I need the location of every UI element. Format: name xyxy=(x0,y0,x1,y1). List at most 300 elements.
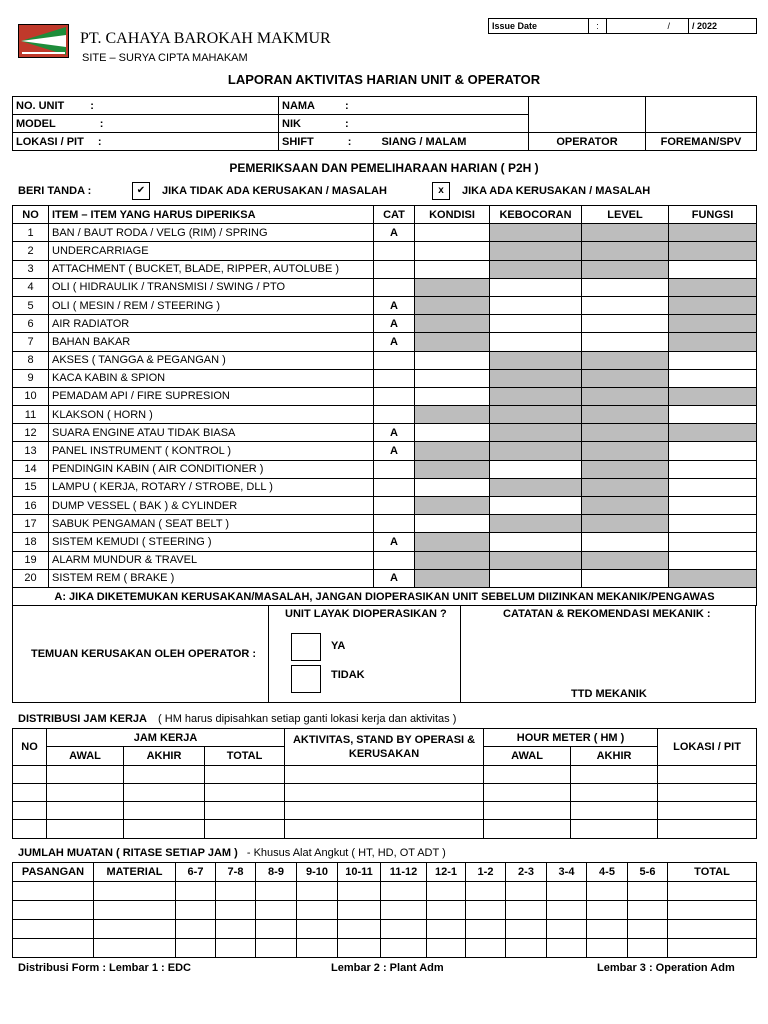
issue-date-year[interactable]: / 2022 xyxy=(689,19,757,34)
fungsi-cell xyxy=(669,224,757,242)
checklist-row xyxy=(13,333,757,351)
distribusi-cell[interactable] xyxy=(658,783,757,801)
level-cell xyxy=(582,387,669,405)
kebocoran-cell xyxy=(490,424,582,442)
item-number: 9 xyxy=(13,369,49,387)
muatan-cell[interactable] xyxy=(216,882,256,901)
muatan-header: 1-2 xyxy=(466,863,506,882)
item-number: 4 xyxy=(13,278,49,296)
kebocoran-cell[interactable] xyxy=(490,533,582,551)
muatan-note: - Khusus Alat Angkut ( HT, HD, OT ADT ) xyxy=(246,847,446,859)
muatan-header: 8-9 xyxy=(256,863,297,882)
kondisi-cell xyxy=(415,406,490,424)
fungsi-cell[interactable] xyxy=(669,478,757,496)
item-number: 14 xyxy=(13,460,49,478)
kebocoran-cell xyxy=(490,224,582,242)
muatan-cell[interactable] xyxy=(547,939,587,958)
checklist-header-row xyxy=(13,206,757,224)
item-number: 11 xyxy=(13,406,49,424)
jam-awal-header: AWAL xyxy=(47,747,124,765)
checklist-header: CAT xyxy=(374,206,415,224)
muatan-cell[interactable] xyxy=(506,920,547,939)
fungsi-cell[interactable] xyxy=(669,351,757,369)
item-category: A xyxy=(374,224,415,242)
level-cell xyxy=(582,424,669,442)
kebocoran-cell xyxy=(490,478,582,496)
hm-awal-header: AWAL xyxy=(484,747,571,765)
muatan-cell[interactable] xyxy=(13,882,94,901)
checklist-row xyxy=(13,551,757,569)
report-title: LAPORAN AKTIVITAS HARIAN UNIT & OPERATOR xyxy=(227,72,541,87)
muatan-cell[interactable] xyxy=(381,939,427,958)
distribusi-cell[interactable] xyxy=(658,820,757,838)
level-cell xyxy=(582,515,669,533)
kebocoran-cell[interactable] xyxy=(490,296,582,314)
distribusi-title: DISTRIBUSI JAM KERJA xyxy=(18,713,147,725)
item-name: BAHAN BAKAR xyxy=(49,333,374,351)
kebocoran-cell xyxy=(490,406,582,424)
checklist-row xyxy=(13,296,757,314)
muatan-header: 7-8 xyxy=(216,863,256,882)
tidak-label: TIDAK xyxy=(331,669,365,681)
muatan-cell[interactable] xyxy=(256,882,297,901)
distribusi-table xyxy=(12,728,757,839)
distribusi-cell[interactable] xyxy=(571,765,658,783)
item-name: ATTACHMENT ( BUCKET, BLADE, RIPPER, AUTOLUBE ) xyxy=(49,260,374,278)
muatan-header: 4-5 xyxy=(587,863,628,882)
muatan-cell[interactable] xyxy=(628,939,668,958)
muatan-cell[interactable] xyxy=(547,901,587,920)
level-cell[interactable] xyxy=(582,315,669,333)
distribusi-cell[interactable] xyxy=(658,802,757,820)
muatan-cell[interactable] xyxy=(427,920,466,939)
distribusi-cell[interactable] xyxy=(205,802,285,820)
fungsi-cell[interactable] xyxy=(669,551,757,569)
kondisi-cell[interactable] xyxy=(415,387,490,405)
item-number: 19 xyxy=(13,551,49,569)
muatan-header: 9-10 xyxy=(297,863,338,882)
muatan-cell[interactable] xyxy=(297,920,338,939)
fungsi-cell xyxy=(669,315,757,333)
distribusi-cell[interactable] xyxy=(484,765,571,783)
lokasi-pit-header: LOKASI / PIT xyxy=(658,729,757,766)
kondisi-cell[interactable] xyxy=(415,242,490,260)
fungsi-cell[interactable] xyxy=(669,515,757,533)
fungsi-cell[interactable] xyxy=(669,260,757,278)
aktivitas-header: AKTIVITAS, STAND BY OPERASI & KERUSAKAN xyxy=(285,729,484,766)
level-cell[interactable] xyxy=(582,533,669,551)
item-category xyxy=(374,497,415,515)
muatan-cell[interactable] xyxy=(297,939,338,958)
muatan-cell[interactable] xyxy=(94,882,176,901)
muatan-row xyxy=(13,901,757,920)
kebocoran-cell[interactable] xyxy=(490,278,582,296)
checklist-row xyxy=(13,369,757,387)
muatan-cell[interactable] xyxy=(587,882,628,901)
muatan-cell[interactable] xyxy=(466,882,506,901)
level-cell xyxy=(582,478,669,496)
checklist-row xyxy=(13,351,757,369)
muatan-header: 2-3 xyxy=(506,863,547,882)
kebocoran-cell xyxy=(490,442,582,460)
muatan-cell[interactable] xyxy=(668,882,757,901)
catatan-label: CATATAN & REKOMENDASI MEKANIK : xyxy=(503,608,711,620)
dist-no-header: NO xyxy=(13,729,47,766)
checklist-row xyxy=(13,224,757,242)
level-cell[interactable] xyxy=(582,278,669,296)
muatan-header: 5-6 xyxy=(628,863,668,882)
kondisi-cell[interactable] xyxy=(415,424,490,442)
muatan-cell[interactable] xyxy=(176,920,216,939)
issue-date-label: Issue Date xyxy=(489,19,589,34)
checklist-row xyxy=(13,260,757,278)
kebocoran-cell[interactable] xyxy=(490,569,582,587)
distribusi-cell[interactable] xyxy=(124,765,205,783)
muatan-cell[interactable] xyxy=(547,920,587,939)
muatan-row xyxy=(13,939,757,958)
level-cell xyxy=(582,224,669,242)
distribusi-cell[interactable] xyxy=(205,765,285,783)
muatan-cell[interactable] xyxy=(381,882,427,901)
item-number: 1 xyxy=(13,224,49,242)
muatan-header: 6-7 xyxy=(176,863,216,882)
kondisi-cell[interactable] xyxy=(415,260,490,278)
checklist-header: NO xyxy=(13,206,49,224)
muatan-cell[interactable] xyxy=(628,920,668,939)
checklist-row xyxy=(13,242,757,260)
item-category: A xyxy=(374,424,415,442)
item-category xyxy=(374,387,415,405)
muatan-cell[interactable] xyxy=(13,920,94,939)
fungsi-cell[interactable] xyxy=(669,460,757,478)
muatan-cell[interactable] xyxy=(94,939,176,958)
level-cell[interactable] xyxy=(582,569,669,587)
item-name: PENDINGIN KABIN ( AIR CONDITIONER ) xyxy=(49,460,374,478)
kondisi-cell[interactable] xyxy=(415,224,490,242)
muatan-row xyxy=(13,920,757,939)
level-cell xyxy=(582,406,669,424)
kebocoran-cell[interactable] xyxy=(490,333,582,351)
fungsi-cell xyxy=(669,424,757,442)
kondisi-cell xyxy=(415,442,490,460)
muatan-cell[interactable] xyxy=(338,882,381,901)
item-number: 5 xyxy=(13,296,49,314)
muatan-cell[interactable] xyxy=(506,882,547,901)
muatan-cell[interactable] xyxy=(506,939,547,958)
checklist-note-row xyxy=(13,587,757,605)
item-category: A xyxy=(374,442,415,460)
kondisi-cell xyxy=(415,460,490,478)
legend-row xyxy=(18,182,758,200)
muatan-cell[interactable] xyxy=(427,939,466,958)
muatan-cell[interactable] xyxy=(381,901,427,920)
site-name: SITE – SURYA CIPTA MAHAKAM xyxy=(82,52,248,64)
muatan-cell[interactable] xyxy=(13,939,94,958)
unit-info-table xyxy=(12,96,757,151)
kebocoran-cell[interactable] xyxy=(490,315,582,333)
item-name: SISTEM KEMUDI ( STEERING ) xyxy=(49,533,374,551)
kebocoran-cell xyxy=(490,351,582,369)
distribusi-cell[interactable] xyxy=(47,820,124,838)
nik-field[interactable]: NIK : xyxy=(279,115,529,133)
level-cell xyxy=(582,260,669,278)
distribusi-cell[interactable] xyxy=(484,802,571,820)
kondisi-cell xyxy=(415,296,490,314)
item-number: 2 xyxy=(13,242,49,260)
muatan-cell[interactable] xyxy=(338,939,381,958)
checklist-row xyxy=(13,387,757,405)
issue-date-day-month[interactable]: / xyxy=(607,19,689,34)
muatan-cell[interactable] xyxy=(94,901,176,920)
kondisi-cell xyxy=(415,533,490,551)
findings-section xyxy=(12,606,756,703)
distribusi-cell[interactable] xyxy=(47,783,124,801)
fungsi-cell[interactable] xyxy=(669,442,757,460)
muatan-cell[interactable] xyxy=(466,901,506,920)
fungsi-cell xyxy=(669,296,757,314)
item-name: OLI ( HIDRAULIK / TRANSMISI / SWING / PTO xyxy=(49,278,374,296)
muatan-cell[interactable] xyxy=(668,939,757,958)
tidak-checkbox[interactable] xyxy=(291,665,321,693)
kebocoran-cell xyxy=(490,515,582,533)
distribusi-cell[interactable] xyxy=(571,820,658,838)
distribusi-cell[interactable] xyxy=(484,820,571,838)
shift-field[interactable]: SHIFT : SIANG / MALAM xyxy=(279,133,529,151)
item-number: 13 xyxy=(13,442,49,460)
muatan-header: MATERIAL xyxy=(94,863,176,882)
distribusi-cell[interactable] xyxy=(13,802,47,820)
foreman-signature[interactable] xyxy=(646,97,757,133)
layak-label: UNIT LAYAK DIOPERASIKAN ? xyxy=(285,608,447,620)
item-name: KLAKSON ( HORN ) xyxy=(49,406,374,424)
muatan-header: 3-4 xyxy=(547,863,587,882)
ttd-mekanik-label: TTD MEKANIK xyxy=(571,688,647,700)
muatan-cell[interactable] xyxy=(256,939,297,958)
no-unit-field[interactable]: NO. UNIT : xyxy=(13,97,279,115)
item-name: DUMP VESSEL ( BAK ) & CYLINDER xyxy=(49,497,374,515)
catatan-cell[interactable] xyxy=(461,606,756,702)
fungsi-cell xyxy=(669,278,757,296)
layak-cell xyxy=(269,606,461,702)
muatan-title-row xyxy=(18,847,446,859)
item-number: 15 xyxy=(13,478,49,496)
muatan-cell[interactable] xyxy=(466,939,506,958)
fungsi-cell[interactable] xyxy=(669,369,757,387)
muatan-cell[interactable] xyxy=(216,920,256,939)
distribusi-cell[interactable] xyxy=(13,765,47,783)
muatan-cell[interactable] xyxy=(381,920,427,939)
item-category xyxy=(374,242,415,260)
item-name: PANEL INSTRUMENT ( KONTROL ) xyxy=(49,442,374,460)
muatan-cell[interactable] xyxy=(587,939,628,958)
jam-kerja-header: JAM KERJA xyxy=(47,729,285,747)
distribusi-cell[interactable] xyxy=(13,783,47,801)
level-cell xyxy=(582,497,669,515)
operator-signature[interactable] xyxy=(529,97,646,133)
muatan-table xyxy=(12,862,757,958)
item-category xyxy=(374,478,415,496)
muatan-cell[interactable] xyxy=(506,901,547,920)
kondisi-cell[interactable] xyxy=(415,351,490,369)
distribusi-cell[interactable] xyxy=(47,802,124,820)
operator-label: OPERATOR xyxy=(529,133,646,151)
item-category xyxy=(374,551,415,569)
item-category: A xyxy=(374,296,415,314)
kebocoran-cell xyxy=(490,260,582,278)
kondisi-cell xyxy=(415,333,490,351)
item-number: 17 xyxy=(13,515,49,533)
muatan-cell[interactable] xyxy=(176,901,216,920)
distribusi-cell[interactable] xyxy=(124,783,205,801)
distribusi-cell[interactable] xyxy=(13,820,47,838)
ya-checkbox[interactable] xyxy=(291,633,321,661)
checklist-row xyxy=(13,497,757,515)
muatan-cell[interactable] xyxy=(216,901,256,920)
item-name: SABUK PENGAMAN ( SEAT BELT ) xyxy=(49,515,374,533)
muatan-cell[interactable] xyxy=(628,901,668,920)
muatan-cell[interactable] xyxy=(427,901,466,920)
distribusi-cell[interactable] xyxy=(124,820,205,838)
item-name: BAN / BAUT RODA / VELG (RIM) / SPRING xyxy=(49,224,374,242)
fungsi-cell[interactable] xyxy=(669,497,757,515)
fungsi-cell[interactable] xyxy=(669,406,757,424)
muatan-cell[interactable] xyxy=(427,882,466,901)
muatan-header-row xyxy=(13,863,757,882)
item-name: UNDERCARRIAGE xyxy=(49,242,374,260)
item-name: PEMADAM API / FIRE SUPRESION xyxy=(49,387,374,405)
item-name: KACA KABIN & SPION xyxy=(49,369,374,387)
distribusi-cell[interactable] xyxy=(285,765,484,783)
item-name: SUARA ENGINE ATAU TIDAK BIASA xyxy=(49,424,374,442)
distribusi-title-row xyxy=(18,713,456,725)
checklist-row xyxy=(13,533,757,551)
distribusi-note: ( HM harus dipisahkan setiap ganti lokasi kerja dan aktivitas ) xyxy=(158,713,457,725)
muatan-cell[interactable] xyxy=(216,939,256,958)
kondisi-cell xyxy=(415,569,490,587)
kebocoran-cell[interactable] xyxy=(490,497,582,515)
distribusi-row xyxy=(13,765,757,783)
lokasi-field[interactable]: LOKASI / PIT : xyxy=(13,133,279,151)
foreman-label: FOREMAN/SPV xyxy=(646,133,757,151)
model-field[interactable]: MODEL : xyxy=(13,115,279,133)
item-name: AIR RADIATOR xyxy=(49,315,374,333)
nama-field[interactable]: NAMA : xyxy=(279,97,529,115)
muatan-row xyxy=(13,882,757,901)
level-cell[interactable] xyxy=(582,296,669,314)
muatan-header: PASANGAN xyxy=(13,863,94,882)
kondisi-cell[interactable] xyxy=(415,369,490,387)
muatan-cell[interactable] xyxy=(587,901,628,920)
muatan-cell[interactable] xyxy=(587,920,628,939)
muatan-cell[interactable] xyxy=(13,901,94,920)
muatan-cell[interactable] xyxy=(338,901,381,920)
distribusi-cell[interactable] xyxy=(571,783,658,801)
checklist-header: LEVEL xyxy=(582,206,669,224)
distribusi-cell[interactable] xyxy=(285,802,484,820)
distribusi-cell[interactable] xyxy=(571,802,658,820)
muatan-cell[interactable] xyxy=(176,939,216,958)
muatan-header: 10-11 xyxy=(338,863,381,882)
checklist-row xyxy=(13,315,757,333)
level-cell xyxy=(582,242,669,260)
muatan-cell[interactable] xyxy=(668,901,757,920)
item-category xyxy=(374,369,415,387)
item-category xyxy=(374,460,415,478)
kebocoran-cell[interactable] xyxy=(490,460,582,478)
muatan-cell[interactable] xyxy=(256,901,297,920)
footer-lembar-3: Lembar 3 : Operation Adm xyxy=(597,962,735,974)
item-category: A xyxy=(374,569,415,587)
muatan-cell[interactable] xyxy=(547,882,587,901)
item-number: 16 xyxy=(13,497,49,515)
checklist-header: KEBOCORAN xyxy=(490,206,582,224)
kebocoran-cell xyxy=(490,242,582,260)
muatan-cell[interactable] xyxy=(338,920,381,939)
muatan-cell[interactable] xyxy=(628,882,668,901)
distribusi-row xyxy=(13,783,757,801)
item-number: 12 xyxy=(13,424,49,442)
issue-date-box xyxy=(488,18,757,34)
kondisi-cell xyxy=(415,497,490,515)
distribusi-cell[interactable] xyxy=(658,765,757,783)
jam-total-header: TOTAL xyxy=(205,747,285,765)
kondisi-cell xyxy=(415,278,490,296)
item-name: LAMPU ( KERJA, ROTARY / STROBE, DLL ) xyxy=(49,478,374,496)
muatan-header: 11-12 xyxy=(381,863,427,882)
cross-mark-icon: x xyxy=(432,182,450,200)
muatan-cell[interactable] xyxy=(176,882,216,901)
temuan-cell[interactable] xyxy=(13,606,269,702)
kondisi-cell xyxy=(415,315,490,333)
distribusi-cell[interactable] xyxy=(205,820,285,838)
muatan-cell[interactable] xyxy=(297,901,338,920)
beri-tanda-label: BERI TANDA : xyxy=(18,185,92,197)
distribusi-cell[interactable] xyxy=(285,820,484,838)
item-number: 10 xyxy=(13,387,49,405)
fungsi-cell xyxy=(669,387,757,405)
kebocoran-cell xyxy=(490,551,582,569)
checklist-row xyxy=(13,424,757,442)
checklist-row xyxy=(13,406,757,424)
item-number: 7 xyxy=(13,333,49,351)
muatan-cell[interactable] xyxy=(466,920,506,939)
temuan-label: TEMUAN KERUSAKAN OLEH OPERATOR : xyxy=(31,648,257,660)
distribusi-cell[interactable] xyxy=(124,802,205,820)
muatan-cell[interactable] xyxy=(94,920,176,939)
company-name: PT. CAHAYA BAROKAH MAKMUR xyxy=(80,30,331,47)
footer-lembar-1: Distribusi Form : Lembar 1 : EDC xyxy=(18,962,191,974)
distribusi-cell[interactable] xyxy=(47,765,124,783)
level-cell[interactable] xyxy=(582,333,669,351)
checklist-row xyxy=(13,442,757,460)
level-cell xyxy=(582,460,669,478)
item-category xyxy=(374,406,415,424)
level-cell xyxy=(582,351,669,369)
muatan-cell[interactable] xyxy=(256,920,297,939)
muatan-cell[interactable] xyxy=(297,882,338,901)
item-name: OLI ( MESIN / REM / STEERING ) xyxy=(49,296,374,314)
item-number: 3 xyxy=(13,260,49,278)
kondisi-cell[interactable] xyxy=(415,478,490,496)
fungsi-cell[interactable] xyxy=(669,533,757,551)
distribusi-cell[interactable] xyxy=(205,783,285,801)
kondisi-cell[interactable] xyxy=(415,515,490,533)
distribusi-cell[interactable] xyxy=(484,783,571,801)
muatan-cell[interactable] xyxy=(668,920,757,939)
item-name: AKSES ( TANGGA & PEGANGAN ) xyxy=(49,351,374,369)
item-category xyxy=(374,260,415,278)
distribusi-cell[interactable] xyxy=(285,783,484,801)
